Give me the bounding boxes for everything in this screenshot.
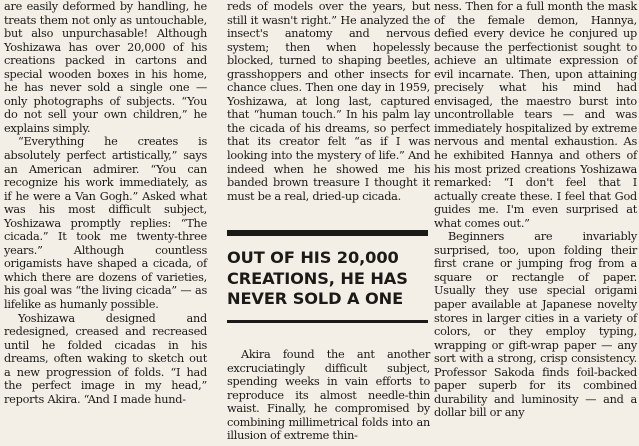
paragraph: “Everything he creates is absolutely perfect artistically,” says an American admirer. “You can recognize his work immediately, as if he were a Van Gogh.” Asked what was his most difficult subject, Yoshizawa promptly replies: “The cicada.” It took me twenty-three years.” Although countless origamists have shaped a cicada, of which there are dozens of varieties, his goal was “the living cicada” — as lifelike as humanly possible. (4, 135, 207, 312)
paragraph: Beginners are invariably surprised, too, upon folding their first crane or jumping frog from a square or rectangle of paper. Usually they use special origami paper available at Japanese novelty stores in larger cities in a variety of colors, or they employ typing, wrapping or gift-wrap paper — any sort with a strong, crisp consistency. Professor Sakoda finds foil-backed paper superb for its combined durability and luminosity — and a dollar bill or any (434, 230, 637, 420)
pull-quote-line: NEVER SOLD A ONE (227, 289, 404, 308)
article-column-3 (434, 0, 637, 420)
article-column-2-bottom (227, 348, 430, 443)
paragraph: Yoshizawa designed and redesigned, creased and recreased until he folded cicadas in his dreams, often waking to sketch out a new progression of folds. “I had the perfect image in my head,” reports Akira. “And I made hund- (4, 311, 207, 406)
pull-quote-line: OUT OF HIS 20,000 (227, 248, 399, 267)
paragraph: ness. Then for a full month the mask of the female demon, Hannya, defied every device he conjured up because the perfectionist sought to achieve an ultimate expression of evil incarnate. Then, upon attaining precisely what his mind had envisaged, the maestro burst into uncontrollable tears — and was immediately hospitalized by extreme nervous and mental exhaustion. As he exhibited Hannya and others of his most prized creations Yoshizawa remarked: “I don't feel that I actually create these. I feel that God guides me. I'm even surprised at what comes out.” (434, 0, 637, 230)
pull-quote (227, 230, 428, 323)
paragraph: Akira found the ant another excruciatingly difficult subject, spending weeks in vain efforts to reproduce its almost needle-thin waist. Finally, he compromised by combining millimetrical folds into an illusion of extreme thin- (227, 348, 430, 443)
article-column-1 (4, 0, 207, 406)
paragraph: are easily deformed by handling, he treats them not only as untouchable, but also unpurchasable! Although Yoshizawa has over 20,000 of his creations packed in cartons and special wooden boxes in his home, he has never sold a single one — only photographs of subjects. “You do not sell your own children,” he explains simply. (4, 0, 207, 135)
article-column-2-top (227, 0, 430, 203)
pull-quote-line: CREATIONS, HE HAS (227, 268, 408, 288)
paragraph: reds of models over the years, but still it wasn't right.” He analyzed the insect's anatomy and nervous system; then when hopelessly blocked, turned to shaping beetles, grasshoppers and other insects for chance clues. Then one day in 1959, Yoshizawa, at long last, captured that “human touch.” In his palm lay the cicada of his dreams, so perfect that its creator felt “as if I was looking into the mystery of life.” And indeed when he showed me his banded brown treasure I thought it must be a real, dried-up cicada. (227, 0, 430, 203)
